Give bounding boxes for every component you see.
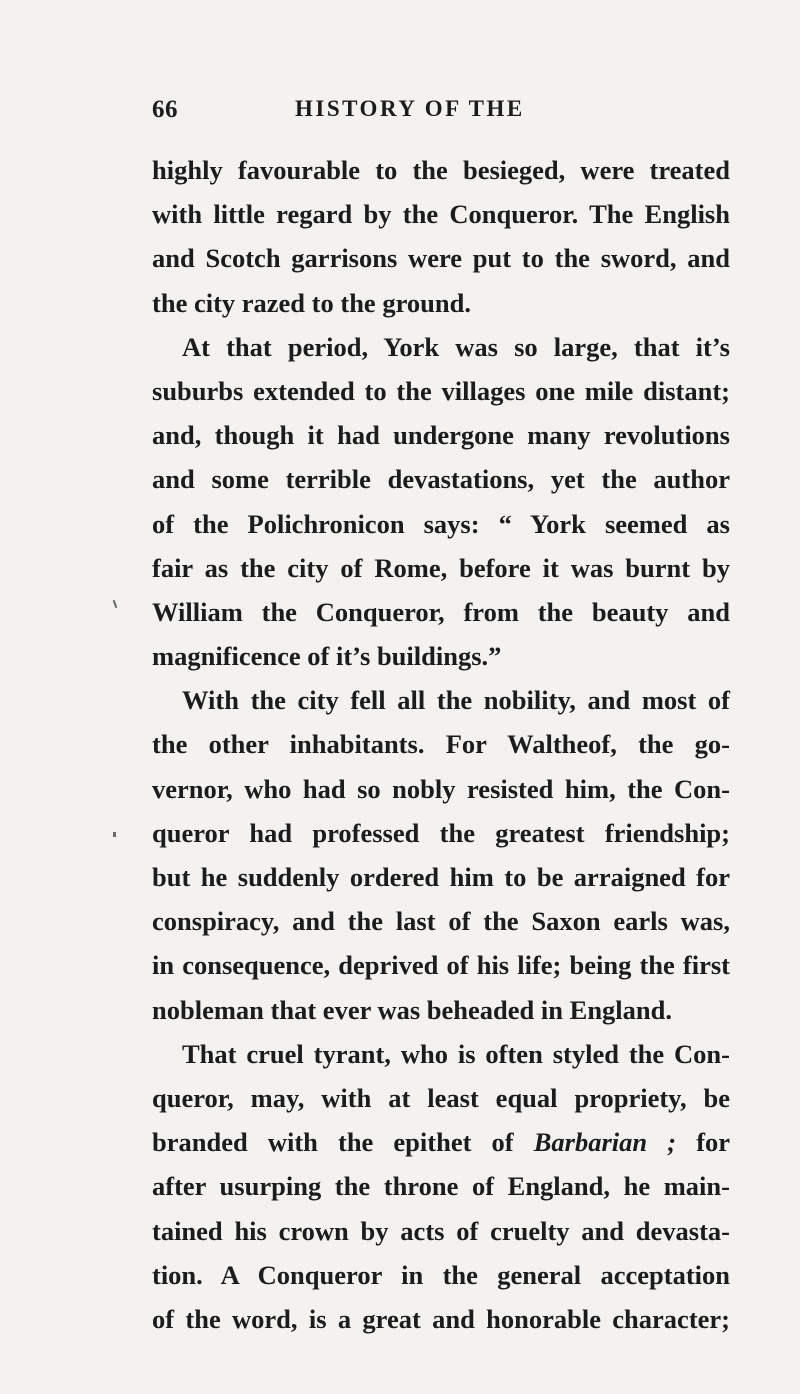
text-line: of the Polichronicon says: “ York seemed as	[152, 508, 730, 539]
text-line: suburbs extended to the villages one mile distant;	[152, 375, 730, 406]
text-line: tion. A Conqueror in the general acceptation	[152, 1259, 730, 1290]
paragraph-start-line: With the city fell all the nobility, and most of	[182, 685, 730, 716]
text-line: with little regard by the Conqueror. The English	[152, 199, 730, 230]
text-line: the city razed to the ground.	[152, 287, 471, 318]
text-line: tained his crown by acts of cruelty and devasta-	[152, 1215, 730, 1246]
paragraph-start-line: At that period, York was so large, that it’s	[182, 331, 730, 362]
running-head: HISTORY OF THE	[295, 96, 525, 121]
text-line: nobleman that ever was beheaded in England.	[152, 994, 673, 1025]
text-line: in consequence, deprived of his life; being the first	[152, 950, 730, 981]
italic-phrase: Barbarian ;	[533, 1127, 677, 1158]
text-line: queror had professed the greatest friendship;	[152, 817, 730, 848]
text-line: William the Conqueror, from the beauty and	[152, 596, 730, 627]
page-number: 66	[152, 96, 178, 123]
text-line: but he suddenly ordered him to be arraigned for	[152, 862, 730, 892]
text-line: and, though it had undergone many revolutions	[152, 420, 730, 451]
line-text: for	[696, 1127, 731, 1158]
quote-line: fair as the city of Rome, before it was burnt by	[152, 552, 730, 583]
text-line: after usurping the throne of England, he main-	[152, 1171, 730, 1202]
text-line: highly favourable to the besieged, were treated	[152, 155, 730, 185]
text-line: queror, may, with at least equal propriety, be	[152, 1082, 730, 1113]
text-line: of the word, is a great and honorable character;	[152, 1303, 730, 1334]
text-line: and some terrible devastations, yet the author	[152, 464, 730, 495]
page-header	[152, 96, 730, 136]
text-line: conspiracy, and the last of the Saxon earls was,	[152, 906, 730, 937]
text-line: vernor, who had so nobly resisted him, the Con-	[152, 773, 730, 804]
text-line: magnificence of it’s buildings.”	[152, 641, 502, 672]
text-line: and Scotch garrisons were put to the sword, and	[152, 243, 730, 274]
text-line-with-italic	[152, 1120, 730, 1164]
body-text	[152, 148, 730, 1341]
line-text: branded with the epithet of	[152, 1127, 514, 1158]
margin-mark	[113, 600, 118, 608]
paragraph-start-line: That cruel tyrant, who is often styled the Con-	[182, 1038, 730, 1069]
text-line: the other inhabitants. For Waltheof, the go-	[152, 729, 730, 760]
margin-mark	[113, 832, 116, 837]
